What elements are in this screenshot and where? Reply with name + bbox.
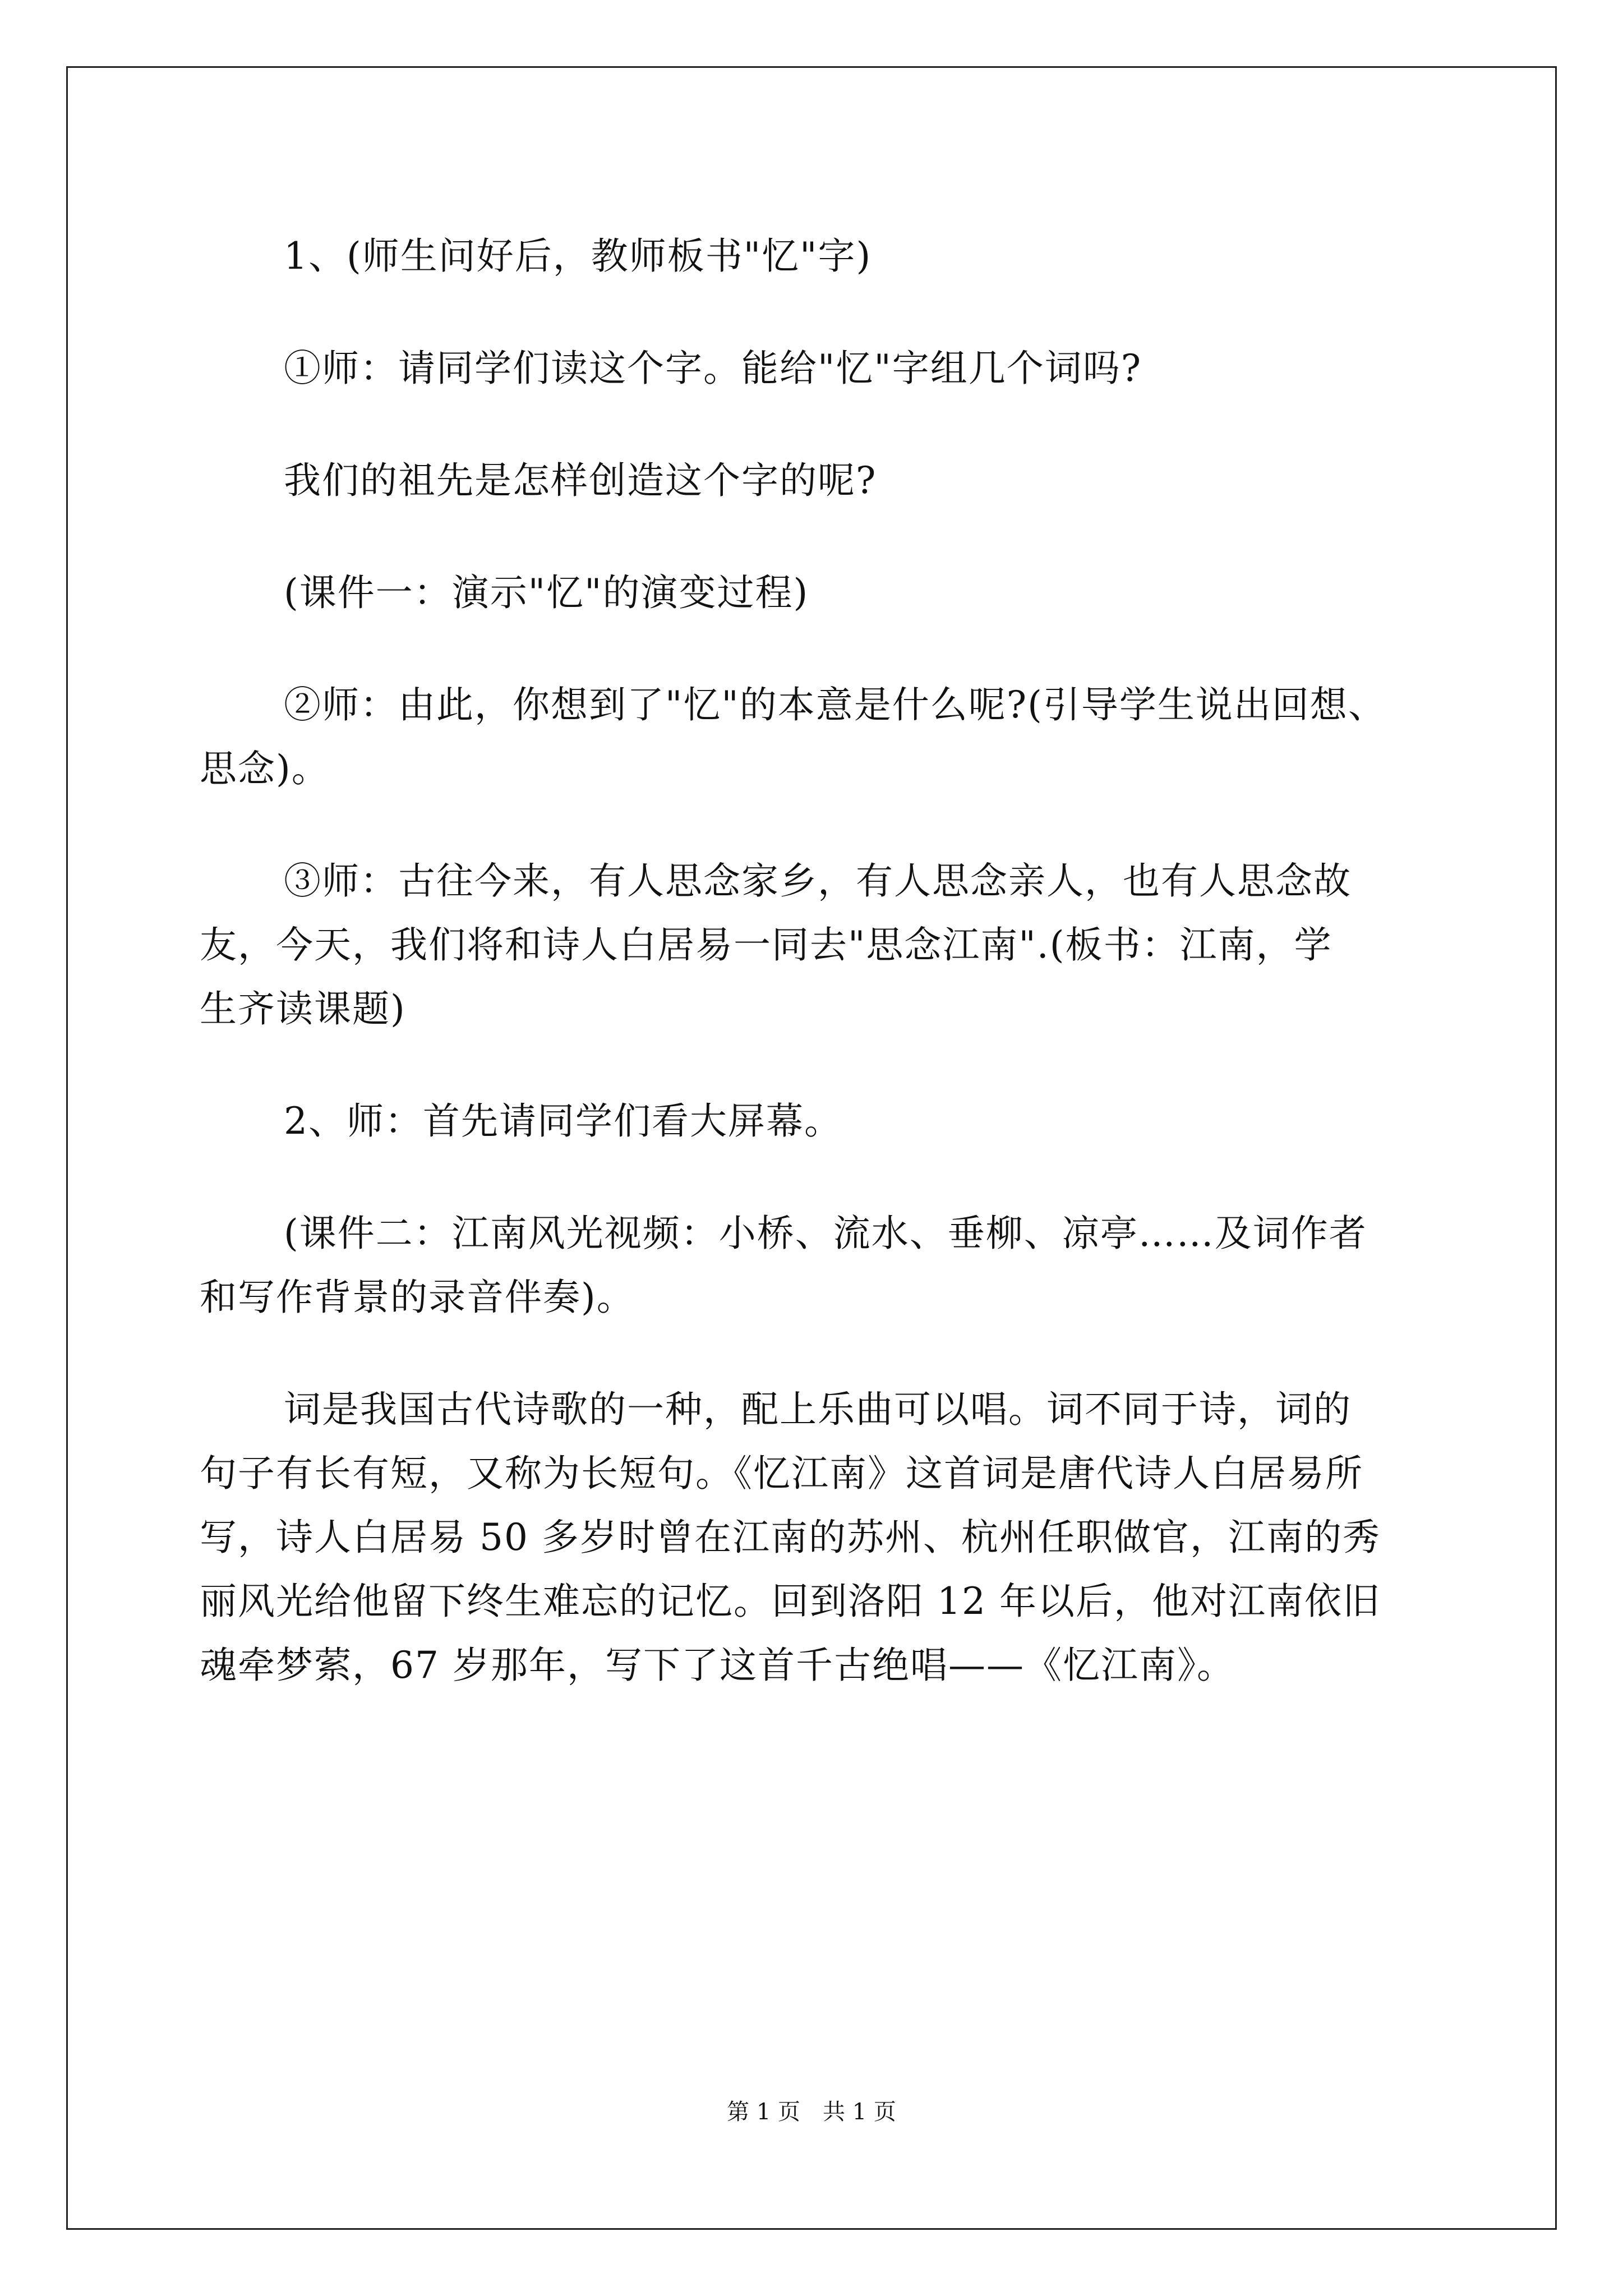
text-line: 1、(师生问好后，教师板书"忆"字): [284, 234, 872, 278]
paragraph: [200, 561, 1433, 625]
text-line: 句子有长有短，又称为长短句。《忆江南》这首词是唐代诗人白居易所: [200, 1452, 1363, 1495]
text-line: 和写作背景的录音伴奏)。: [200, 1276, 635, 1319]
text-line: 友，今天，我们将和诗人白居易一同去"思念江南".(板书：江南，学: [200, 923, 1332, 967]
paragraph: [200, 1378, 1433, 1697]
text-line: 思念)。: [200, 747, 330, 790]
text-line: 2、师：首先请同学们看大屏幕。: [284, 1099, 842, 1143]
paragraph: [200, 337, 1433, 401]
text-line: (课件二：江南风光视频：小桥、流水、垂柳、凉亭……及词作者: [284, 1212, 1367, 1255]
paragraph: [200, 224, 1433, 288]
paragraph: [200, 1089, 1433, 1153]
paragraph: [200, 1202, 1433, 1329]
text-line: ①师：请同学们读这个字。能给"忆"字组几个词吗?: [284, 347, 1142, 390]
text-line: 生齐读课题): [200, 987, 406, 1030]
text-line: ③师：古往今来，有人思念家乡，有人思念亲人，也有人思念故: [284, 859, 1352, 903]
text-line: ②师：由此，你想到了"忆"的本意是什么呢?(引导学生说出回想、: [284, 683, 1386, 726]
text-line: (课件一：演示"忆"的演变过程): [284, 571, 809, 614]
document-body: [200, 224, 1433, 1746]
page-footer: 第 1 页 共 1 页: [727, 2099, 896, 2125]
text-line: 词是我国古代诗歌的一种，配上乐曲可以唱。词不同于诗，词的: [284, 1388, 1352, 1431]
paragraph: [200, 449, 1433, 513]
text-line: 丽风光给他留下终生难忘的记忆。回到洛阳 12 年以后，他对江南依旧: [200, 1580, 1381, 1623]
text-line: 魂牵梦萦，67 岁那年，写下了这首千古绝唱——《忆江南》。: [200, 1644, 1235, 1687]
text-line: 写，诗人白居易 50 多岁时曾在江南的苏州、杭州任职做官，江南的秀: [200, 1516, 1381, 1559]
paragraph: [200, 849, 1433, 1041]
paragraph: [200, 673, 1433, 801]
text-line: 我们的祖先是怎样创造这个字的呢?: [284, 459, 877, 502]
